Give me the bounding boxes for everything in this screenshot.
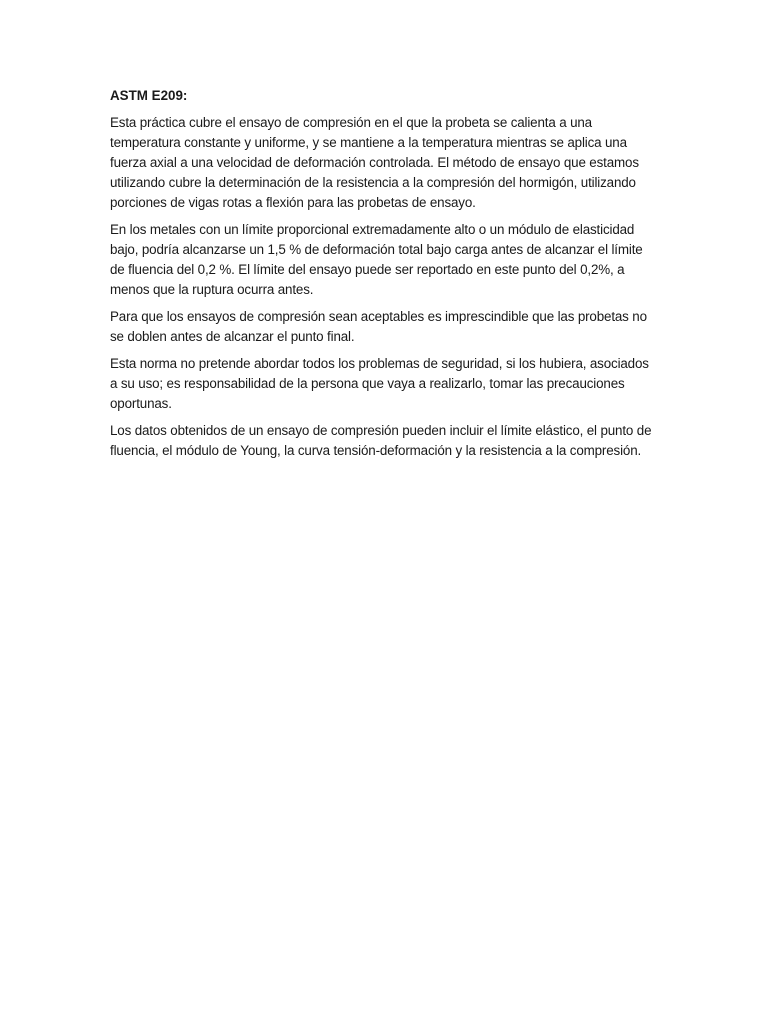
paragraph-data-obtained: Los datos obtenidos de un ensayo de compresión pueden incluir el límite elástico, el punto de fluencia, el módulo de Young, la curva tensión-deformación y la resistencia a la compresión. bbox=[110, 423, 652, 458]
paragraph-metals: En los metales con un límite proporcional extremadamente alto o un módulo de elasticidad bajo, podría alcanzarse un 1,5 % de deformación total bajo carga antes de alcanzar el límite de fluencia del 0,2 %. El límite del ensayo puede ser reportado en este punto del 0,2%, a menos que la ruptura ocurra antes. bbox=[110, 222, 643, 297]
document-heading: ASTM E209: bbox=[110, 88, 188, 103]
paragraph-safety: Esta norma no pretende abordar todos los problemas de seguridad, si los hubiera, asociados a su uso; es responsabilidad de la persona que vaya a realizarlo, tomar las precauciones oportunas. bbox=[110, 356, 649, 411]
paragraph-acceptance: Para que los ensayos de compresión sean aceptables es imprescindible que las probetas no se doblen antes de alcanzar el punto final. bbox=[110, 309, 647, 344]
document-body bbox=[110, 86, 658, 468]
paragraph-scope: Esta práctica cubre el ensayo de compresión en el que la probeta se calienta a una temperatura constante y uniforme, y se mantiene a la temperatura mientras se aplica una fuerza axial a una velocidad de deformación controlada. El método de ensayo que estamos utilizando cubre la determinación de la resistencia a la compresión del hormigón, utilizando porciones de vigas rotas a flexión para las probetas de ensayo. bbox=[110, 115, 639, 210]
